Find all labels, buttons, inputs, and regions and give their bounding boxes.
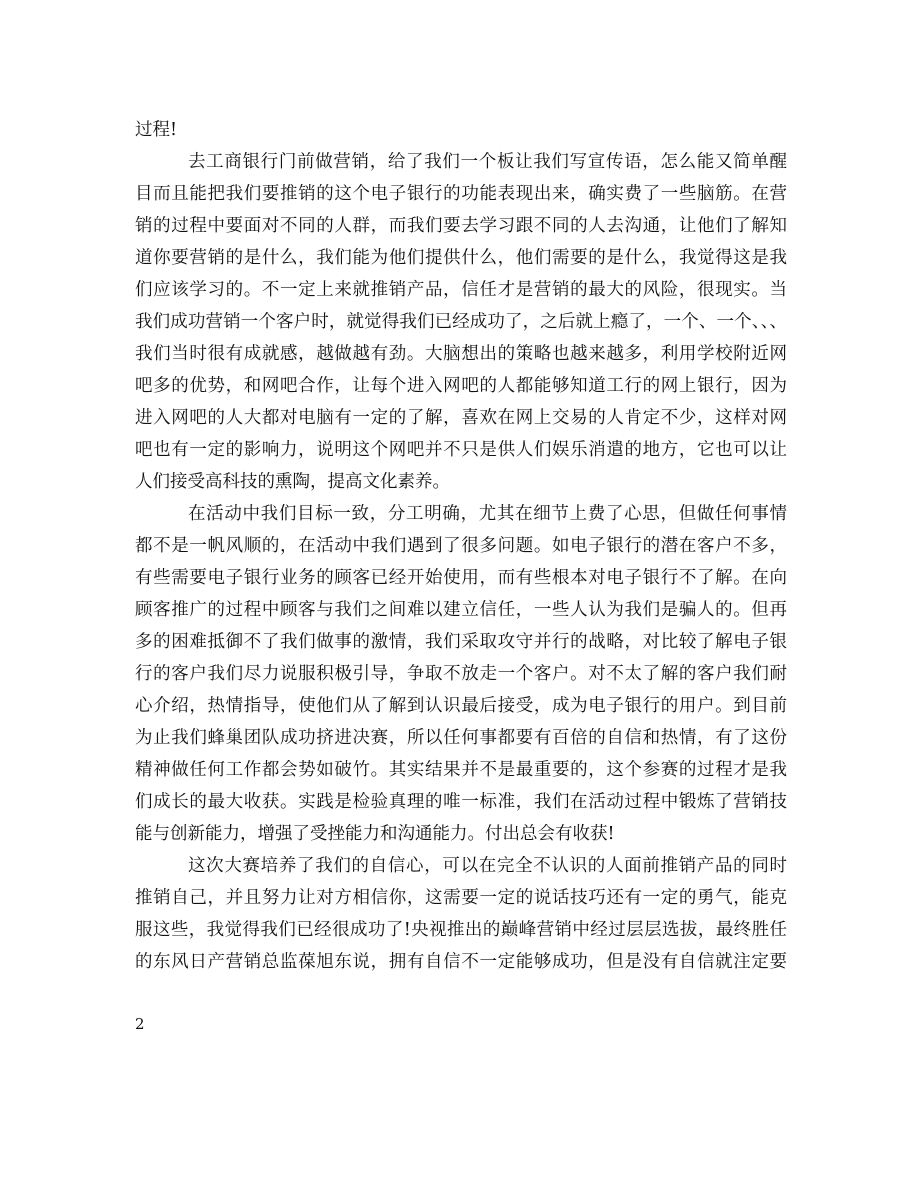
text-line: 精神做任何工作都会势如破竹。其实结果并不是最重要的，这个参赛的过程才是我 xyxy=(135,760,787,780)
text-line: 心介绍，热情指导，使他们从了解到认识最后接受，成为电子银行的用户。到目前 xyxy=(135,696,787,716)
text-line: 过程! xyxy=(135,120,178,140)
text-line: 推销自己，并且努力让对方相信你，这需要一定的说话技巧还有一定的勇气，能克 xyxy=(135,888,787,908)
body-text xyxy=(135,114,787,978)
text-line: 服这些，我觉得我们已经很成功了!央视推出的巅峰营销中经过层层选拔，最终胜任 xyxy=(135,920,787,940)
text-line: 们成长的最大收获。实践是检验真理的唯一标准，我们在活动过程中锻炼了营销技 xyxy=(135,792,787,812)
text-line: 为止我们蜂巢团队成功挤进决赛，所以任何事都要有百倍的自信和热情，有了这份 xyxy=(135,728,787,748)
text-line: 吧也有一定的影响力，说明这个网吧并不只是供人们娱乐消遣的地方，它也可以让 xyxy=(135,440,787,460)
paragraph-start-line: 这次大赛培养了我们的自信心，可以在完全不认识的人面前推销产品的同时 xyxy=(188,856,787,876)
text-line: 销的过程中要面对不同的人群，而我们要去学习跟不同的人去沟通，让他们了解知 xyxy=(135,216,787,236)
text-line: 多的困难抵御不了我们做事的激情，我们采取攻守并行的战略，对比较了解电子银 xyxy=(135,632,787,652)
text-line: 我们当时很有成就感，越做越有劲。大脑想出的策略也越来越多，利用学校附近网 xyxy=(135,344,787,364)
text-line: 进入网吧的人大都对电脑有一定的了解，喜欢在网上交易的人肯定不少，这样对网 xyxy=(135,408,787,428)
text-line: 吧多的优势，和网吧合作，让每个进入网吧的人都能够知道工行的网上银行，因为 xyxy=(135,376,787,396)
text-line: 们应该学习的。不一定上来就推销产品，信任才是营销的最大的风险，很现实。当 xyxy=(135,280,787,300)
text-line: 顾客推广的过程中顾客与我们之间难以建立信任，一些人认为我们是骗人的。但再 xyxy=(135,600,787,620)
paragraph-start-line: 在活动中我们目标一致，分工明确，尤其在细节上费了心思，但做任何事情 xyxy=(188,504,787,524)
paragraph-end-line: 人们接受高科技的熏陶，提高文化素养。 xyxy=(135,472,450,492)
paragraph-start-line: 去工商银行门前做营销，给了我们一个板让我们写宣传语，怎么能又简单醒 xyxy=(188,152,787,172)
text-line: 目而且能把我们要推销的这个电子银行的功能表现出来，确实费了一些脑筋。在营 xyxy=(135,184,787,204)
paragraph-end-line: 能与创新能力，增强了受挫能力和沟通能力。付出总会有收获! xyxy=(135,824,615,844)
text-line: 我们成功营销一个客户时，就觉得我们已经成功了，之后就上瘾了，一个、一个、、、 xyxy=(135,312,787,332)
page-number: 2 xyxy=(135,1015,145,1033)
text-line: 道你要营销的是什么，我们能为他们提供什么，他们需要的是什么，我觉得这是我 xyxy=(135,248,787,268)
text-line: 都不是一帆风顺的，在活动中我们遇到了很多问题。如电子银行的潜在客户不多， xyxy=(135,536,787,556)
text-line: 行的客户我们尽力说服积极引导，争取不放走一个客户。对不太了解的客户我们耐 xyxy=(135,664,787,684)
text-line: 有些需要电子银行业务的顾客已经开始使用，而有些根本对电子银行不了解。在向 xyxy=(135,568,787,588)
text-line: 的东风日产营销总监葆旭东说，拥有自信不一定能够成功，但是没有自信就注定要 xyxy=(135,952,787,972)
